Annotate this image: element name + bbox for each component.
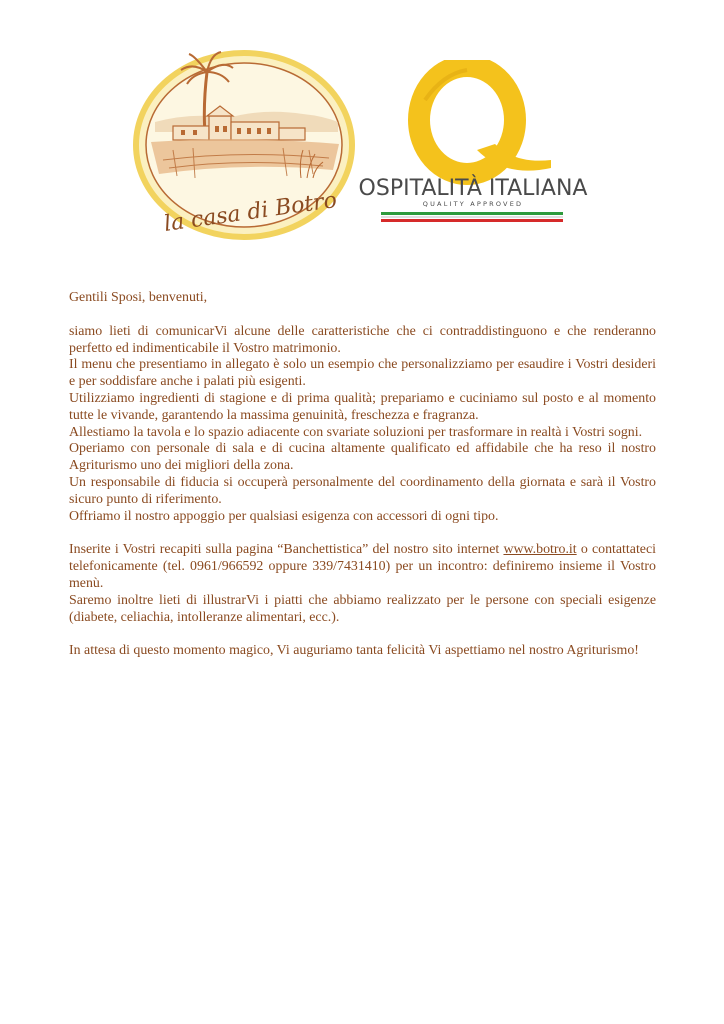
contact-text-after: o contattateci telefonicamente (tel. 0961/966592 oppure 339/7431410) per un incontro: definiremo insieme il Vostro menù. [69,542,656,591]
paragraph-coordinator: Un responsabile di fiducia si occuperà personalmente del coordinamento della giornata e sarà il Vostro sicuro punto di riferimento. [69,474,656,507]
paragraph-closing: In attesa di questo momento magico, Vi auguriamo tanta felicità Vi aspettiamo nel nostro Agriturismo! [69,643,639,659]
letter-body [69,290,656,660]
paragraph-menu: Il menu che presentiamo in allegato è solo un esempio che personalizziamo per esaudire i Vostri desideri e per soddisfare anche i palati più esigenti. [69,357,656,390]
logo-name: OSPITALITÀ ITALIANA [358,176,588,201]
flag-stripe-white [381,216,563,218]
paragraph-ingredients: Utilizziamo ingredienti di stagione e di prima qualità; prepariamo e cuciniamo sul posto e al momento tutte le vivande, garantendo la massima genuinità, freschezza e fragranza. [69,390,656,423]
paragraph-contact [69,542,656,592]
flag-stripe-green [381,212,563,215]
paragraph-characteristics: siamo lieti di comunicarVi alcune delle caratteristiche che ci contraddistinguono e che renderanno perfetto ed indimenticabile il Vostro matrimonio. [69,323,656,356]
website-link[interactable]: www.botro.it [503,542,577,558]
casa-di-botro-logo [133,50,355,244]
logo-tagline: QUALITY APPROVED [422,200,524,208]
flag-stripe-red [381,219,563,222]
paragraph-support: Offriamo il nostro appoggio per qualsiasi esigenza con accessori di ogni tipo. [69,508,499,524]
contact-text-before: Inserite i Vostri recapiti sulla pagina “Banchettistica” del nostro sito internet [69,542,504,558]
paragraph-staff: Operiamo con personale di sala e di cucina altamente qualificato ed affidabile che ha reso il nostro Agriturismo uno dei migliori della zona. [69,441,656,474]
paragraph-table: Allestiamo la tavola e lo spazio adiacente con svariate soluzioni per trasformare in realtà i Vostri sogni. [69,424,643,440]
ospitalita-italiana-logo [355,60,591,232]
greeting: Gentili Sposi, benvenuti, [69,290,208,305]
paragraph-special-needs: Saremo inoltre lieti di illustrarVi i piatti che abbiamo realizzato per le persone con speciali esigenze (diabete, celiachia, intolleranze alimentari, ecc.). [69,592,656,625]
botro-script-text: la casa di Botro [162,187,339,237]
